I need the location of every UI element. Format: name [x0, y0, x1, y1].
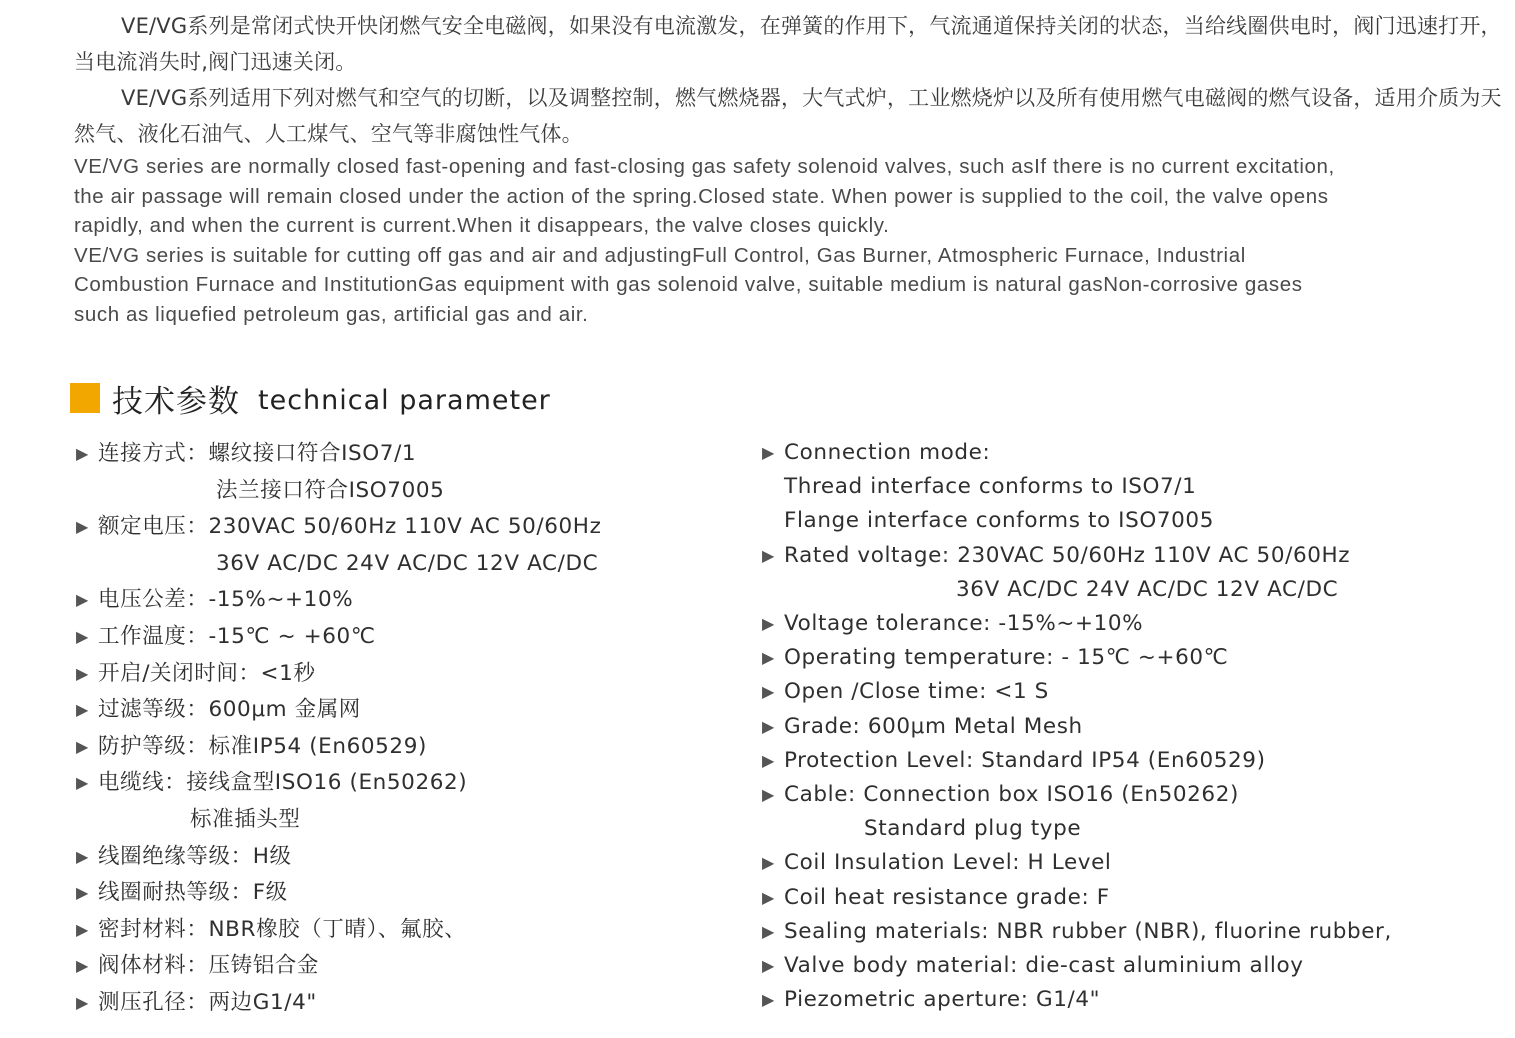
triangle-right-icon: ▶ — [76, 590, 89, 610]
param-item-continuation: 法兰接口符合ISO7005 — [216, 477, 445, 503]
triangle-right-icon: ▶ — [762, 921, 775, 941]
triangle-right-icon: ▶ — [762, 853, 775, 873]
param-item: ▶ Sealing materials: NBR rubber (NBR), fluorine rubber, — [762, 915, 1482, 949]
triangle-right-icon: ▶ — [762, 990, 775, 1010]
param-item: ▶ 阀体材料：压铸铝合金 — [76, 948, 716, 985]
param-item-continuation: Thread interface conforms to ISO7/1 — [784, 474, 1197, 500]
triangle-right-icon: ▶ — [762, 887, 775, 907]
param-item-continuation: Flange interface conforms to ISO7005 — [784, 508, 1214, 534]
intro-en-paragraph-1: VE/VG series are normally closed fast-opening and fast-closing gas safety solenoid valves, such asIf there is no current excitation, the air passage will remain closed under the action of the spring.Closed state. When power is supplied to the coil, the valve opens rapidly, and when the current is current.When it disappears, the valve closes quickly. — [74, 155, 1335, 237]
param-item: ▶ 密封材料：NBR橡胶（丁晴）、氟胶、 — [76, 912, 716, 949]
param-item: ▶ Cable: Connection box ISO16 (En50262) — [762, 778, 1482, 812]
param-item: ▶ Protection Level: Standard IP54 (En60529) — [762, 744, 1482, 778]
triangle-right-icon: ▶ — [76, 663, 89, 683]
params-chinese-list — [76, 436, 716, 1022]
triangle-right-icon: ▶ — [762, 648, 775, 668]
intro-english — [74, 152, 1514, 329]
triangle-right-icon: ▶ — [762, 614, 775, 634]
intro-cn-paragraph-1: VE/VG系列是常闭式快开快闭燃气安全电磁阀，如果没有电流激发，在弹簧的作用下，气流通道保持关闭的状态，当给线圈供电时，阀门迅速打开，当电流消失时,阀门迅速关闭。 — [74, 14, 1502, 74]
intro-chinese — [74, 8, 1514, 152]
param-item-continuation: 36V AC/DC 24V AC/DC 12V AC/DC — [956, 576, 1339, 602]
triangle-right-icon: ▶ — [76, 517, 89, 537]
param-item: ▶ 连接方式：螺纹接口符合ISO7/1 — [76, 436, 716, 473]
params-english-list — [762, 436, 1482, 1017]
param-item-continuation: Standard plug type — [864, 816, 1082, 842]
param-item: ▶ Valve body material: die-cast aluminium alloy — [762, 949, 1482, 983]
section-marker-square — [70, 383, 100, 413]
param-item: ▶ Coil heat resistance grade: F — [762, 881, 1482, 915]
param-item-continuation: 标准插头型 — [190, 806, 301, 832]
intro-en-paragraph-2: VE/VG series is suitable for cutting off gas and air and adjustingFull Control, Gas Burner, Atmospheric Furnace, Industrial Combustion Furnace and InstitutionGas equipment with gas solenoid valve, suitable medium is natural gasNon-corrosive gases such as liquefied petroleum gas, artificial gas and air. — [74, 243, 1303, 326]
param-item: ▶ Rated voltage: 230VAC 50/60Hz 110V AC 50/60Hz — [762, 539, 1482, 573]
section-title-chinese: 技术参数 — [112, 383, 240, 420]
triangle-right-icon: ▶ — [762, 716, 775, 736]
param-item: ▶ 额定电压：230VAC 50/60Hz 110V AC 50/60Hz — [76, 509, 716, 546]
intro-cn-paragraph-2: VE/VG系列适用下列对燃气和空气的切断，以及调整控制，燃气燃烧器，大气式炉，工业燃烧炉以及所有使用燃气电磁阀的燃气设备，适用介质为天然气、液化石油气、人工煤气、空气等非腐蚀性气体。 — [74, 86, 1502, 146]
param-item: ▶ 测压孔径：两边G1/4" — [76, 985, 716, 1022]
param-item: ▶ 线圈耐热等级：F级 — [76, 875, 716, 912]
param-item: ▶ Connection mode: — [762, 436, 1482, 470]
triangle-right-icon: ▶ — [762, 956, 775, 976]
section-heading — [70, 378, 551, 418]
param-item: ▶ 工作温度：-15℃ ~ +60℃ — [76, 619, 716, 656]
param-item-continuation: 36V AC/DC 24V AC/DC 12V AC/DC — [216, 550, 599, 576]
param-item: ▶ Voltage tolerance: -15%~+10% — [762, 607, 1482, 641]
triangle-right-icon: ▶ — [762, 682, 775, 702]
param-item: ▶ 线圈绝缘等级：H级 — [76, 839, 716, 876]
param-item: ▶ 过滤等级：600μm 金属网 — [76, 692, 716, 729]
triangle-right-icon: ▶ — [76, 773, 89, 793]
param-item: ▶ Coil Insulation Level: H Level — [762, 846, 1482, 880]
param-item: ▶ Grade: 600μm Metal Mesh — [762, 710, 1482, 744]
triangle-right-icon: ▶ — [762, 443, 775, 462]
triangle-right-icon: ▶ — [76, 846, 89, 866]
intro-text — [74, 8, 1514, 329]
triangle-right-icon: ▶ — [76, 919, 89, 939]
triangle-right-icon: ▶ — [76, 956, 89, 976]
triangle-right-icon: ▶ — [76, 700, 89, 720]
section-title-english: technical parameter — [258, 384, 551, 416]
triangle-right-icon: ▶ — [76, 736, 89, 756]
param-item: ▶ 防护等级：标准IP54 (En60529) — [76, 729, 716, 766]
param-item: ▶ Operating temperature: - 15℃ ~+60℃ — [762, 641, 1482, 675]
triangle-right-icon: ▶ — [762, 785, 775, 805]
param-item: ▶ 电压公差：-15%~+10% — [76, 582, 716, 619]
param-item: ▶ 开启/关闭时间：<1秒 — [76, 656, 716, 693]
triangle-right-icon: ▶ — [76, 626, 89, 646]
triangle-right-icon: ▶ — [76, 883, 89, 903]
param-item: ▶ 电缆线：接线盒型ISO16 (En50262) — [76, 765, 716, 802]
param-item: ▶ Piezometric aperture: G1/4" — [762, 983, 1482, 1017]
triangle-right-icon: ▶ — [762, 545, 775, 565]
param-item: ▶ Open /Close time: <1 S — [762, 675, 1482, 709]
triangle-right-icon: ▶ — [76, 992, 89, 1012]
triangle-right-icon: ▶ — [76, 444, 89, 463]
triangle-right-icon: ▶ — [762, 750, 775, 770]
